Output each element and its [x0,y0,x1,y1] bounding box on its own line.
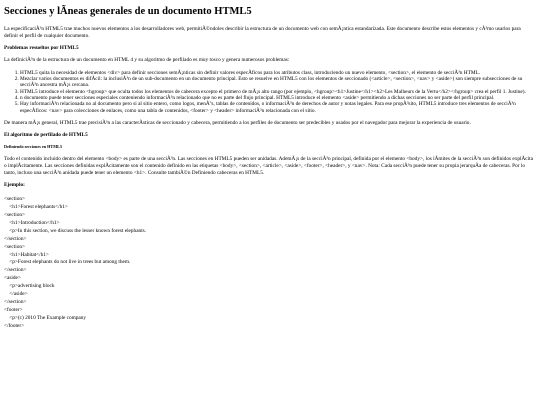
list-item: 2. Mezclar varios documentos es difÃcil: la inclusiÃ³n de un sub-documento en un documento principal. Esto se resuelve en HTML5 con los elementos de seccionado (<article>, <section>, <nav> y <aside>) son siempre subsecciones de su secciÃ³n ancestra mÃ¡s cercana. [20,76,536,89]
sections-paragraph: Todo el contenido incluido dentro del elemento <body> es parte de una secciÃ³n. Las secciones en HTML5 pueden ser anidadas. AdemÃ¡s de la secciÃ³n principal, definida por el elemento <body>, los lÃmites de la secciÃ³n son definidos explÃcita o implÃcitamente. Las secciones definidas explÃcitamente son el contenido definido en las etiquetas <body>, <section>, <article>, <aside>, <footer>, <header>, y <nav>. Nota: Cada secciÃ³n puede tener su propia jerarquÃa de cabeceras. Por lo tanto, incluso una secciÃ³n anidada puede tener un elemento <h1>. Consulte tambiÃ©n Definiendo cabeceras en HTML5. [4,156,533,176]
section-heading-algorithm: El algoritmo de perfilado de HTML5 [4,132,88,139]
intro-paragraph: La especificaciÃ³n HTML5 trae muchos nuevos elementos a los desarrolladores web, permitiÃ©ndoles describir la estructura de un documento web con semÃ¡ntica estandarizada. Este documento describe estos elementos y cÃ³mo usarlos para definir el perfil de cualquier documento. [4,26,521,39]
problems-list [4,70,536,114]
problems-conclusion: De manera mÃ¡s general, HTML5 trae precisiÃ³n a las caracterÃsticas de seccionado y cabecera, permitiendo a los perfiles de documento ser predecibles y usados por el navegador para mejorar la experiencia de usuario. [4,119,471,126]
page-title: Secciones y lÃneas generales de un documento HTML5 [4,6,252,17]
code-example: <section> <h1>Forest elephants</h1> <section> <h1>Introduction</h1> <p>In this section, we discuss the lesser known forest elephants. </section> <section> <h1>Habitat</h1> <p>Forest elephants do not live in trees but among them. </section> <aside> <p>advertising block </aside> </section> <footer> <p>(c) 2010 The Example company </footer> [4,196,147,329]
list-item: 1. HTML5 quita la necesidad de elementos <div> para definir secciones semÃ¡nticas sin definir valores especÃficos para los atributos class, introduciendo un nuevo elemento, <section>, el elemento de secciÃ³n HTML. [20,70,536,76]
problems-intro: La definiciÃ³n de la estructura de un documento en HTML 4 y su algoritmo de perfilado es muy tosco y genera numerosos problemas: [4,57,290,64]
list-item: 3. HTML5 introduce el elemento <hgroup> que oculta todos los elementos de cabecera excepto el primero de mÃ¡s alto rango (por ejemplo, <hgroup><h1>Justine</h1><h2>Les Malheurs de la Vertu</h2></hgroup> crea el perfil 1. Justine). [20,89,536,95]
example-heading: Ejemplo: [4,182,25,189]
list-item: 5. Hay informaciÃ³n relacionada no al documento pero si al sitio entero, como logos, menÃºs, tablas de contenidos, o informaciÃ³n de derechos de autor y notas legales. Para ese propÃ³sito, HTML5 introduce tres elementos de secciÃ³n especÃficos: <nav> para colecciones de enlaces, como una tabla de contenidos, <footer> y <header> informaciÃ³n relacionada con el sitio. [20,101,536,114]
subheading-defining-sections: Definiendo secciones en HTML5 [4,144,63,150]
list-item: 4. n documento puede tener secciones especiales conteniendo informaciÃ³n relacionado que no es parte del flujo principal. HTML5 introduce el elemento <aside> permitiendo a dichas secciones no ser parte del perfil principal. [20,95,536,101]
section-heading-problems: Problemas resueltos por HTML5 [4,45,79,52]
